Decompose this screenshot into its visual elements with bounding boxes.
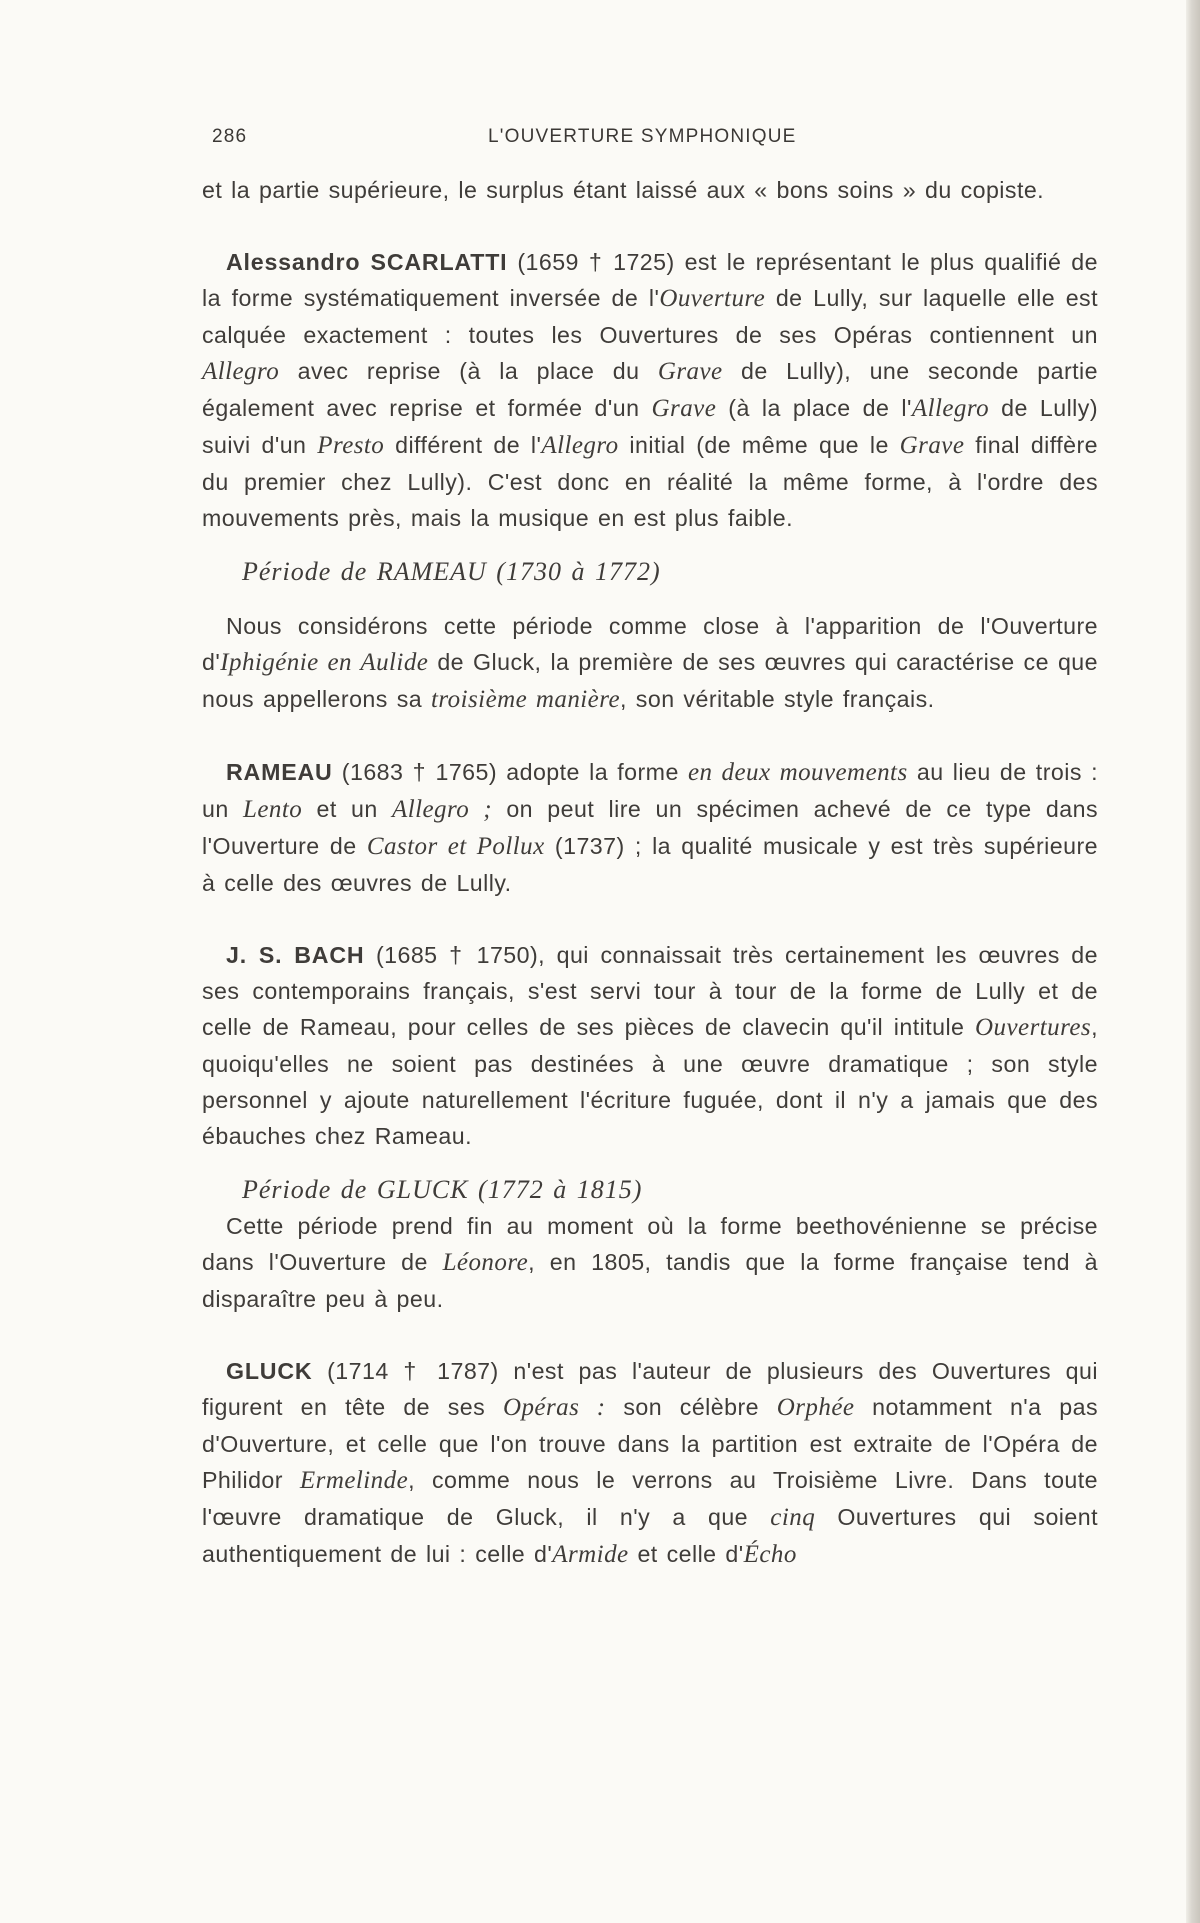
- running-header: [210, 126, 1040, 156]
- composer-dates: (1659 † 1725): [517, 249, 675, 275]
- paragraph-bach: J. S. BACH (1685 † 1750), qui connaissait très certainement les œuvres de ses contemporains français, s'est servi tour à tour de la forme de Lully et de celle de Rameau, pour celles de ses pièces de clavecin qu'il intitule Ouvertures, quoiqu'elles ne soient pas destinées à une œuvre dramatique ; son style personnel y ajoute naturellement l'écriture fuguée, dont il n'y a jamais que des ébauches chez Rameau.: [202, 942, 1098, 1149]
- composer-name: J. S. BACH: [226, 942, 365, 968]
- composer-name: RAMEAU: [226, 759, 333, 785]
- composer-dates: (1685 † 1750): [375, 942, 539, 968]
- composer-name: GLUCK: [226, 1358, 313, 1384]
- page-edge: [1186, 0, 1200, 1923]
- page-body: [202, 172, 1098, 1573]
- paragraph-iphigenie: Nous considérons cette période comme close à l'apparition de l'Ouverture d'Iphigénie en Aulide de Gluck, la première de ses œuvres qui caractérise ce que nous appellerons sa troisième manière, son véritable style français.: [202, 613, 1098, 713]
- paragraph-leonore: Cette période prend fin au moment où la forme beethovénienne se précise dans l'Ouverture de Léonore, en 1805, tandis que la forme française tend à disparaître peu à peu.: [202, 1213, 1098, 1312]
- composer-dates: (1683 † 1765): [341, 759, 498, 785]
- paragraph-copiste: et la partie supérieure, le surplus étant laissé aux « bons soins » du copiste.: [202, 177, 1045, 203]
- section-heading-gluck: Période de GLUCK (1772 à 1815): [242, 1175, 643, 1204]
- running-title: L'OUVERTURE SYMPHONIQUE: [488, 126, 797, 147]
- page-number: 286: [212, 126, 248, 147]
- paragraph-rameau: RAMEAU (1683 † 1765) adopte la forme en deux mouvements au lieu de trois : un Lento et un Allegro ; on peut lire un spécimen achevé de ce type dans l'Ouverture de Castor et Pollux (1737) ; la qualité musicale y est très supérieure à celle des œuvres de Lully.: [202, 759, 1098, 896]
- composer-name: Alessandro SCARLATTI: [226, 249, 508, 275]
- section-heading-rameau: Période de RAMEAU (1730 à 1772): [242, 557, 661, 586]
- paragraph-scarlatti: Alessandro SCARLATTI (1659 † 1725) est le représentant le plus qualifié de la forme systématiquement inversée de l'Ouverture de Lully, sur laquelle elle est calquée exactement : toutes les Ouvertures de ses Opéras contiennent un Allegro avec reprise (à la place du Grave de Lully), une seconde partie également avec reprise et formée d'un Grave (à la place de l'Allegro de Lully) suivi d'un Presto différent de l'Allegro initial (de même que le Grave final diffère du premier chez Lully). C'est donc en réalité la même forme, à l'ordre des mouvements près, mais la musique en est plus faible.: [202, 249, 1099, 531]
- composer-dates: (1714 † 1787): [327, 1358, 499, 1384]
- paragraph-gluck: GLUCK (1714 † 1787) n'est pas l'auteur de plusieurs des Ouvertures qui figurent en tête de ses Opéras : son célèbre Orphée notamment n'a pas d'Ouverture, et celle que l'on trouve dans la partition est extraite de l'Opéra de Philidor Ermelinde, comme nous le verrons au Troisième Livre. Dans toute l'œuvre dramatique de Gluck, il n'y a que cinq Ouvertures qui soient authentiquement de lui : celle d'Armide et celle d'Écho: [202, 1358, 1098, 1568]
